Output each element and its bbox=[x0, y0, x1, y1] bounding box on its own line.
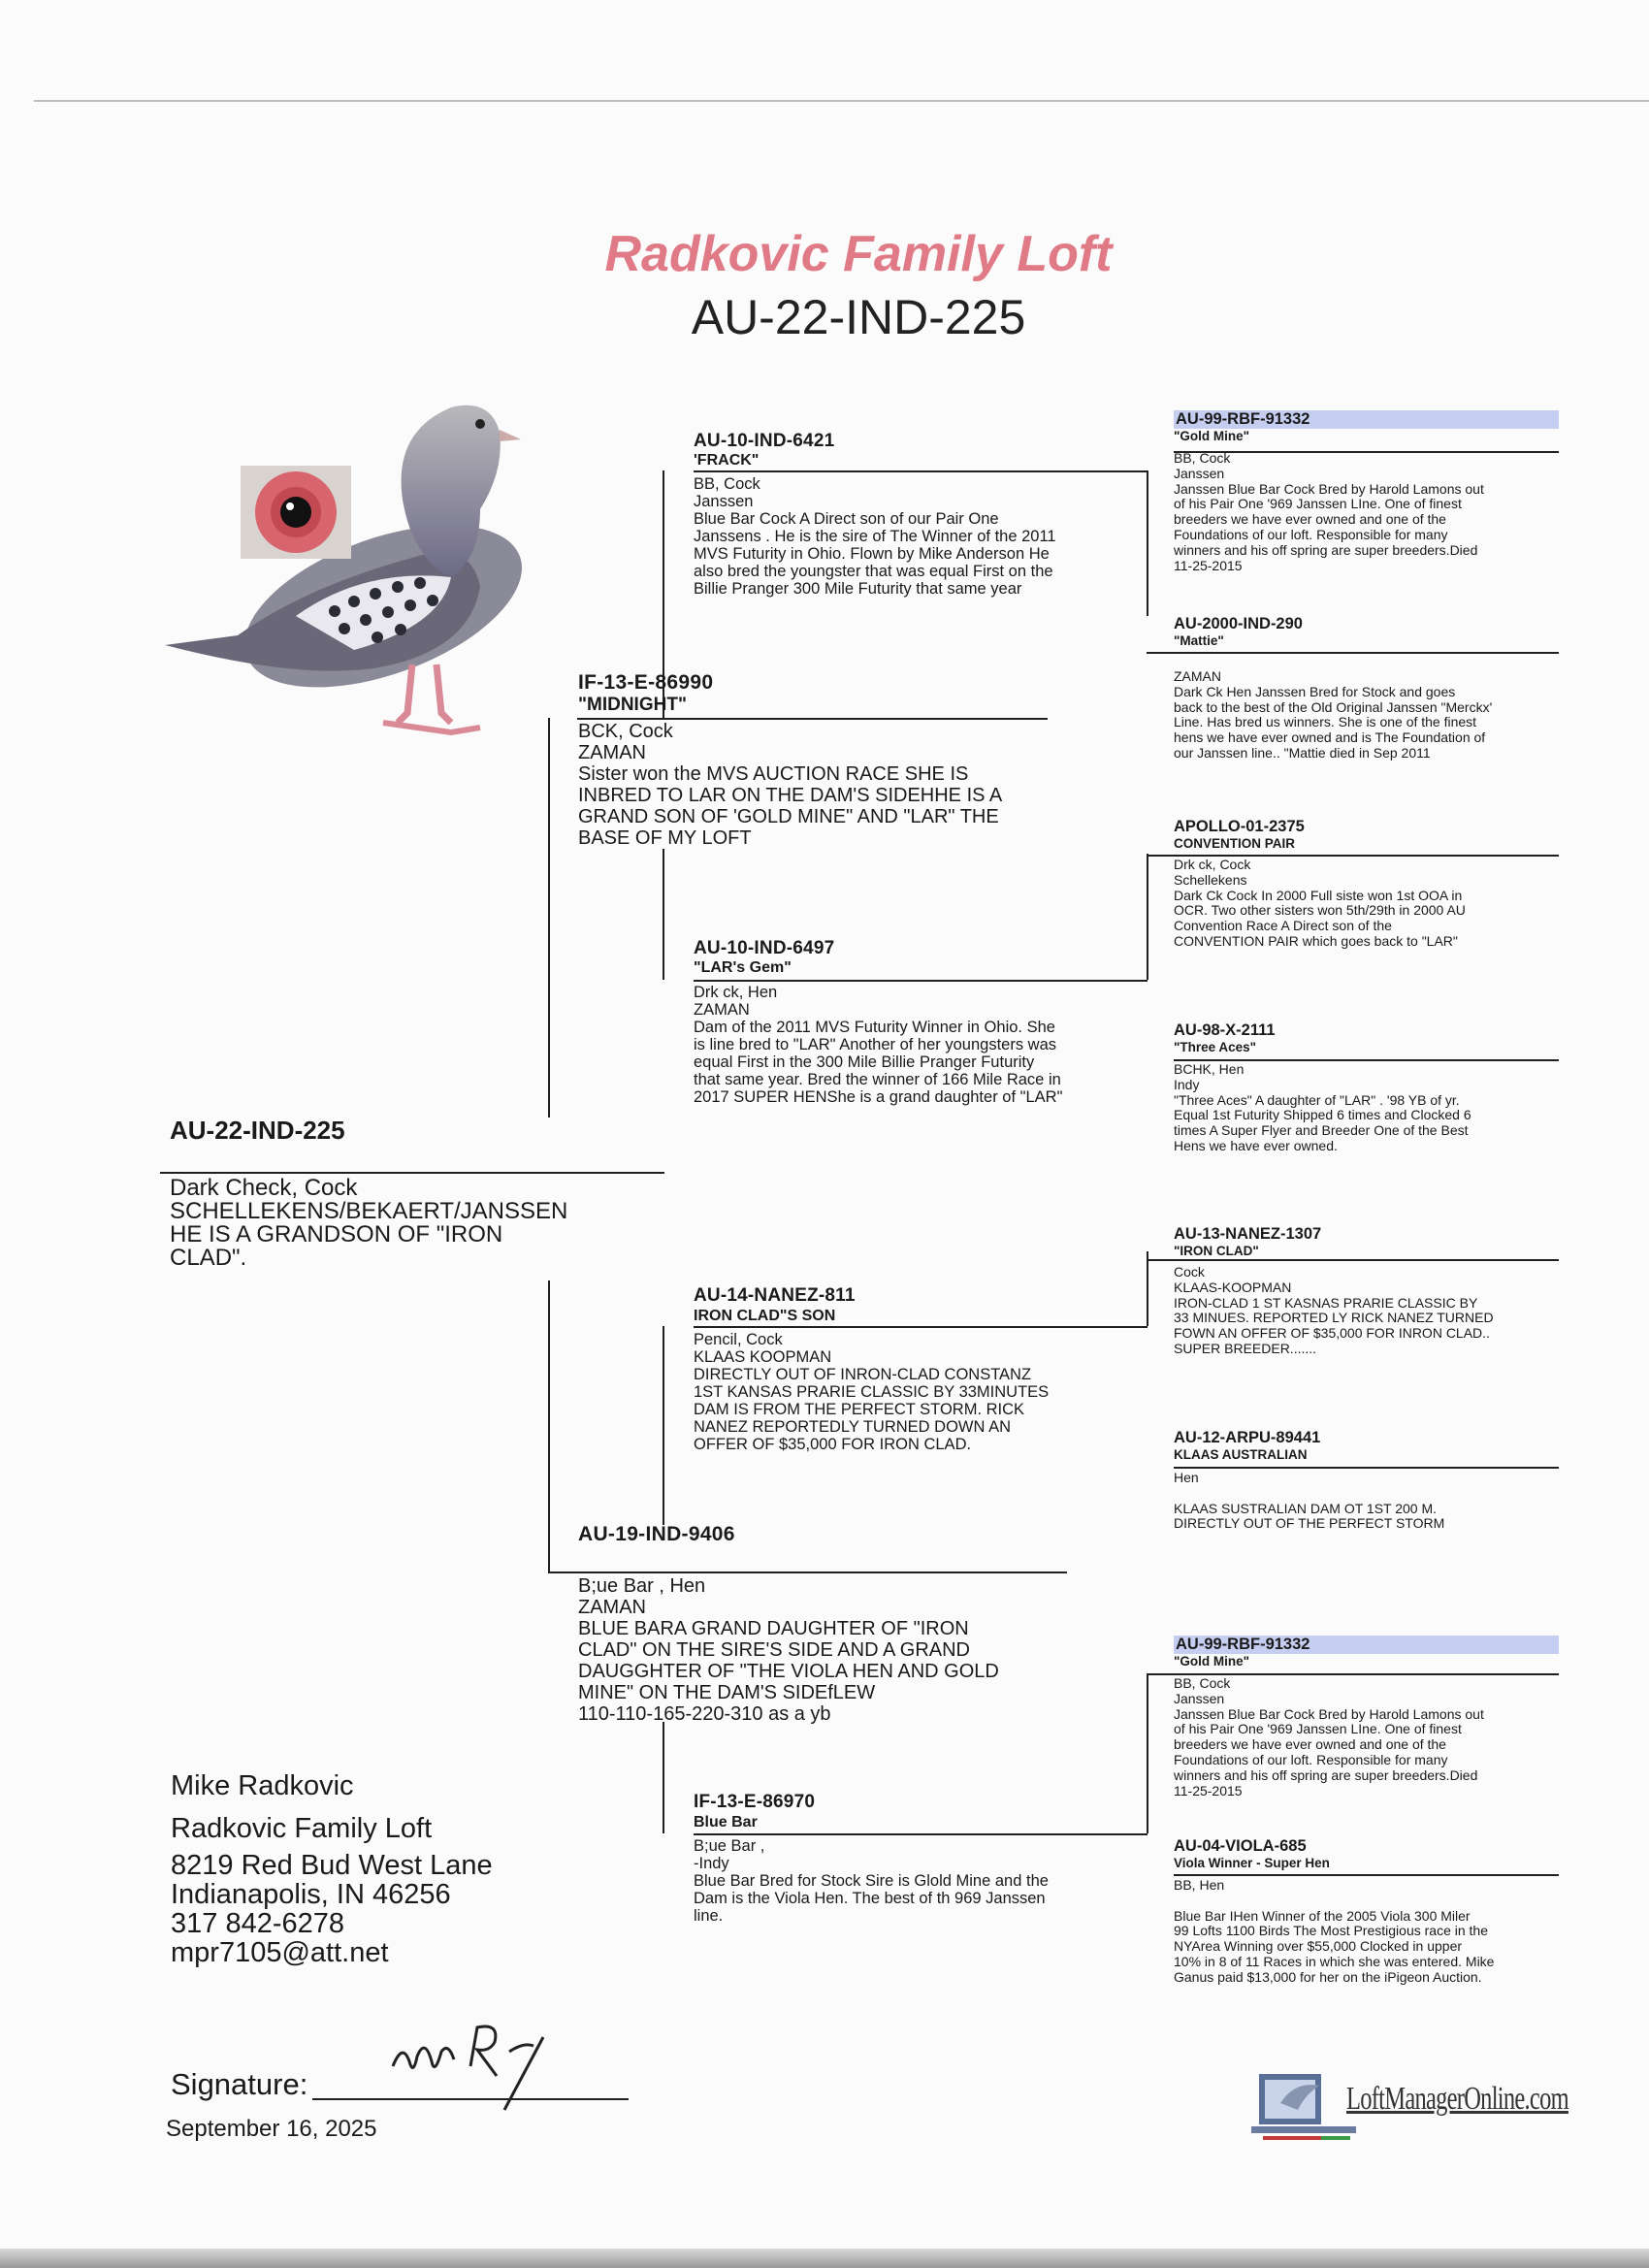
subject-line bbox=[160, 1172, 664, 1174]
dam-down-line bbox=[663, 1722, 664, 1833]
gp1-band: AU-10-IND-6421 bbox=[694, 431, 835, 451]
handwritten-signature bbox=[388, 2023, 553, 2115]
gp1-branch bbox=[1147, 470, 1148, 616]
dam-up-line bbox=[663, 1326, 664, 1525]
dam-line bbox=[548, 1571, 1067, 1573]
contact-loft: Radkovic Family Loft bbox=[171, 1813, 433, 1844]
pigeon-photo bbox=[160, 393, 548, 761]
ggp7-name: "Gold Mine" bbox=[1174, 1654, 1250, 1669]
sire-info: BCK, Cock ZAMAN Sister won the MVS AUCTION RACE SHE IS INBRED TO LAR ON THE DAM'S SIDEHHE IS A GRAND SON OF 'GOLD MINE" AND "LAR" THE BASE OF MY LOFT bbox=[578, 721, 1003, 849]
ggp2-line bbox=[1147, 652, 1559, 654]
gp3-name: IRON CLAD"S SON bbox=[694, 1308, 836, 1324]
gp3-band: AU-14-NANEZ-811 bbox=[694, 1285, 856, 1306]
ggp8-band: AU-04-VIOLA-685 bbox=[1174, 1837, 1307, 1855]
ggp2-band: AU-2000-IND-290 bbox=[1174, 615, 1303, 632]
ggp4-band: AU-98-X-2111 bbox=[1174, 1021, 1276, 1039]
ggp5-line bbox=[1147, 1259, 1559, 1261]
loftmanager-logo-icon bbox=[1251, 2066, 1358, 2149]
sire-name: "MIDNIGHT" bbox=[578, 695, 687, 715]
ggp8-info: BB, Hen Blue Bar IHen Winner of the 2005 Viola 300 Miler 99 Lofts 1100 Birds The Most Prestigious race in the NYArea Winning over $55,000 Clocked in upper 10% in 8 of 11 Races in which she was entered. Mike Ganus paid $13,000 for her on the iPigeon Auction. bbox=[1174, 1877, 1495, 1985]
gp1-name: 'FRACK" bbox=[694, 452, 760, 469]
loftmanager-logo-text: LoftManagerOnline.com bbox=[1346, 2081, 1568, 2117]
gp4-branch bbox=[1147, 1673, 1148, 1833]
sire-branch-line bbox=[548, 718, 550, 1118]
subject-band: AU-22-IND-225 bbox=[170, 1116, 345, 1145]
ggp3-name: CONVENTION PAIR bbox=[1174, 836, 1296, 851]
gp4-band: IF-13-E-86970 bbox=[694, 1792, 816, 1812]
gp4-name: Blue Bar bbox=[694, 1814, 758, 1831]
gp4-info: B;ue Bar , -Indy Blue Bar Bred for Stock Sire is Glold Mine and the Dam is the Viola Hen. The best of th 969 Janssen line. bbox=[694, 1837, 1049, 1925]
dam-band: AU-19-IND-9406 bbox=[578, 1523, 735, 1545]
contact-email: mpr7105@att.net bbox=[171, 1937, 389, 1968]
ggp3-info: Drk ck, Cock Schellekens Dark Ck Cock In 2000 Full siste won 1st OOA in OCR. Two other sisters won 5th/29th in 2000 AU Convention Race A Direct son of the CONVENTION PAIR which goes back to "LAR" bbox=[1174, 857, 1466, 949]
contact-city: Indianapolis, IN 46256 bbox=[171, 1879, 451, 1910]
signature-date: September 16, 2025 bbox=[166, 2116, 377, 2142]
ggp6-info: Hen KLAAS SUSTRALIAN DAM OT 1ST 200 M. DIRECTLY OUT OF THE PERFECT STORM bbox=[1174, 1470, 1445, 1532]
ggp6-line bbox=[1174, 1467, 1559, 1469]
pedigree-band-number: AU-22-IND-225 bbox=[691, 290, 1026, 344]
contact-phone: 317 842-6278 bbox=[171, 1908, 344, 1939]
gp2-line bbox=[694, 980, 1148, 982]
gp2-info: Drk ck, Hen ZAMAN Dam of the 2011 MVS Futurity Winner in Ohio. She is line bred to "LAR" Another of her youngsters was equal First in the 300 Mile Billie Pranger Futurity that same year. Bred the winner of 166 Mile Race in 2017 SUPER HENShe is a grand daughter of "LAR" bbox=[694, 984, 1063, 1106]
dam-info: B;ue Bar , Hen ZAMAN BLUE BARA GRAND DAUGHTER OF "IRON CLAD" ON THE SIRE'S SIDE AND A GRAND DAUGGHTER OF "THE VIOLA HEN AND GOLD MINE" ON THE DAM'S SIDEfLEW 110-110-165-220-310 as a yb bbox=[578, 1575, 999, 1725]
ggp5-name: "IRON CLAD" bbox=[1174, 1244, 1259, 1258]
ggp6-name: KLAAS AUSTRALIAN bbox=[1174, 1447, 1308, 1462]
ggp5-band: AU-13-NANEZ-1307 bbox=[1174, 1225, 1322, 1243]
ggp4-info: BCHK, Hen Indy "Three Aces" A daughter of "LAR" . '98 YB of yr. Equal 1st Futurity Shipped 6 times and Clocked 6 times A Super Flyer and Breeder One of the Best Hens we have ever owned. bbox=[1174, 1061, 1471, 1153]
gp3-info: Pencil, Cock KLAAS KOOPMAN DIRECTLY OUT OF INRON-CLAD CONSTANZ 1ST KANSAS PRARIE CLASSIC BY 33MINUTES DAM IS FROM THE PERFECT STORM. RICK NANEZ REPORTEDLY TURNED DOWN AN OFFER OF $35,000 FOR IRON CLAD. bbox=[694, 1331, 1050, 1453]
ggp1-info: BB, Cock Janssen Janssen Blue Bar Cock Bred by Harold Lamons out of his Pair One '969 Janssen LIne. One of finest breeders we have ever owned and one of the Foundations of our loft. Responsible for many winners and his off spring are super breeders.Died 11-25-2015 bbox=[1174, 450, 1484, 573]
ggp2-info: ZAMAN Dark Ck Hen Janssen Bred for Stock and goes back to the best of the Old Original Janssen "Merckx' Line. Has bred us winners. She is one of the finest hens we have ever owned and is The Foundation of our Janssen line.. "Mattie died in Sep 2011 bbox=[1174, 668, 1493, 761]
dam-branch-line bbox=[548, 1280, 550, 1573]
ggp1-name: "Gold Mine" bbox=[1174, 429, 1250, 443]
ggp5-info: Cock KLAAS-KOOPMAN IRON-CLAD 1 ST KASNAS PRARIE CLASSIC BY 33 MINUES. REPORTED LY RICK NANEZ TURNED FOWN AN OFFER OF $35,000 FOR INRON CLAD.. SUPER BREEDER....... bbox=[1174, 1264, 1494, 1356]
gp3-line bbox=[694, 1326, 1148, 1328]
gp4-line bbox=[694, 1833, 1148, 1835]
sire-line bbox=[577, 718, 1048, 720]
gp2-band: AU-10-IND-6497 bbox=[694, 938, 835, 958]
gp2-name: "LAR's Gem" bbox=[694, 959, 792, 976]
contact-address: 8219 Red Bud West Lane bbox=[171, 1850, 493, 1881]
loft-title: Radkovic Family Loft bbox=[604, 226, 1113, 282]
contact-block bbox=[171, 1771, 493, 1967]
ggp8-name: Viola Winner - Super Hen bbox=[1174, 1856, 1330, 1870]
ggp8-line bbox=[1174, 1874, 1559, 1876]
gp1-info: BB, Cock Janssen Blue Bar Cock A Direct son of our Pair One Janssens . He is the sire of The Winner of the 2011 MVS Futurity in Ohio. Flown by Mike Anderson He also bred the youngster that was equal First on the Billie Pranger 300 Mile Futurity that same year bbox=[694, 475, 1056, 598]
ggp3-band: APOLLO-01-2375 bbox=[1174, 818, 1305, 835]
subject-info: Dark Check, Cock SCHELLEKENS/BEKAERT/JANSSEN HE IS A GRANDSON OF "IRON CLAD". bbox=[170, 1175, 568, 1271]
top-scan-line bbox=[34, 100, 1649, 102]
ggp4-name: "Three Aces" bbox=[1174, 1040, 1257, 1054]
gp3-branch bbox=[1147, 1251, 1148, 1326]
sire-down-line bbox=[663, 849, 664, 980]
bottom-scan-edge bbox=[0, 2249, 1649, 2268]
ggp7-band: AU-99-RBF-91332 bbox=[1174, 1636, 1559, 1654]
ggp7-info: BB, Cock Janssen Janssen Blue Bar Cock Bred by Harold Lamons out of his Pair One '969 Janssen LIne. One of finest breeders we have ever owned and one of the Foundations of our loft. Responsible for many winners and his off spring are super breeders.Died 11-25-2015 bbox=[1174, 1675, 1484, 1798]
contact-name: Mike Radkovic bbox=[171, 1770, 354, 1801]
signature-label: Signature: bbox=[171, 2067, 308, 2101]
sire-band: IF-13-E-86990 bbox=[578, 671, 714, 694]
ggp6-band: AU-12-ARPU-89441 bbox=[1174, 1429, 1321, 1446]
gp2-branch bbox=[1147, 854, 1148, 980]
ggp2-name: "Mattie" bbox=[1174, 633, 1224, 648]
ggp1-band: AU-99-RBF-91332 bbox=[1174, 410, 1559, 429]
eye-photo bbox=[241, 466, 351, 559]
gp1-line bbox=[694, 470, 1148, 472]
